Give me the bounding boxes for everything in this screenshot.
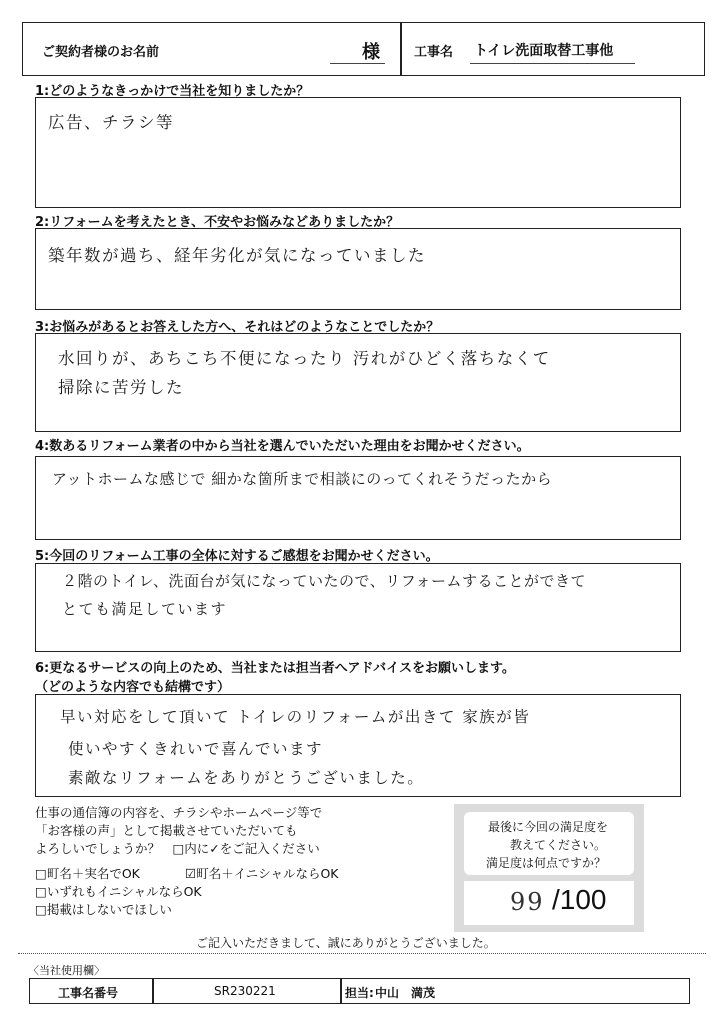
question-6-answer-line-2: 使いやすくきれいで喜んでいます [68, 740, 324, 758]
customer-name-label: ご契約者様のお名前 [42, 45, 160, 60]
question-3-label: 3:お悩みがあるとお答えした方へ、それはどのようなことでしたか？ [35, 320, 440, 335]
checkbox-icon[interactable]: □ [35, 884, 47, 899]
question-2-answer-line-1: 築年数が過ち、経年劣化が気になっていました [48, 246, 426, 265]
question-6-answer-line-1: 早い対応をして頂いて トイレのリフォームが出きて 家族が皆 [60, 708, 531, 726]
satisfaction-max: /100 [552, 884, 607, 915]
consent-option-2[interactable] [185, 864, 339, 882]
staff-label: 担当: [345, 986, 374, 1000]
consent-option-4[interactable] [35, 900, 172, 918]
checked-checkbox-icon[interactable]: ☑ [185, 866, 197, 881]
project-name-label: 工事名 [414, 45, 454, 60]
question-5-label: 5:今回のリフォーム工事の全体に対するご感想をお聞かせください。 [35, 549, 439, 564]
project-number-value: SR230221 [214, 984, 276, 998]
checkbox-icon[interactable]: □ [35, 866, 47, 881]
satisfaction-score: 99 [510, 888, 545, 916]
question-5-answer-line-1: ２階のトイレ、洗面台が気になっていたので、リフォームすることができて [62, 572, 587, 590]
project-name-value: トイレ洗面取替工事他 [474, 43, 614, 59]
checkbox-icon[interactable]: □ [35, 902, 47, 917]
satisfaction-prompt-line-3: 満足度は何点ですか？ [486, 856, 607, 870]
office-table-divider-1 [152, 978, 154, 1004]
office-use-label: 〈当社使用欄〉 [28, 964, 105, 977]
satisfaction-prompt-line-2: 教えてください。 [510, 838, 607, 852]
project-number-label: 工事名番号 [58, 986, 119, 1000]
consent-option-2-label: 町名＋イニシャルならOK [196, 866, 339, 881]
consent-line-1: 仕事の通信簿の内容を、チラシやホームページ等で [35, 805, 323, 820]
separator-line [18, 953, 706, 954]
consent-line-3: よろしいでしょうか？ □内に✓をご記入ください [35, 841, 320, 856]
question-4-label: 4:数あるリフォーム業者の中から当社を選んでいただいた理由をお聞かせください。 [35, 439, 530, 454]
office-table-divider-2 [340, 978, 342, 1004]
consent-option-3[interactable] [35, 882, 202, 900]
consent-option-4-label: 掲載はしないでほしい [46, 902, 172, 917]
question-4-answer-line-1: アットホームな感じで 細かな箇所まで相談にのってくれそうだったから [52, 470, 553, 488]
project-name-underline [470, 63, 635, 64]
question-3-answer-line-2: 掃除に苦労した [58, 378, 184, 397]
header-divider [400, 22, 402, 76]
question-1-answer-line-1: 広告、チラシ等 [48, 113, 174, 132]
question-6-sublabel: （どのような内容でも結構です） [35, 680, 231, 695]
satisfaction-prompt-line-1: 最後に今回の満足度を [488, 820, 609, 834]
consent-option-1-label: 町名＋実名でOK [46, 866, 140, 881]
question-2-label: 2:リフォームを考えたとき、不安やお悩みなどありましたか？ [35, 215, 400, 230]
consent-option-1[interactable] [35, 864, 140, 882]
consent-line-2: 「お客様の声」として掲載させていただいても [35, 823, 298, 838]
consent-option-3-label: いずれもイニシャルならOK [46, 884, 202, 899]
question-3-answer-line-1: 水回りが、あちこち不便になったり 汚れがひどく落ちなくて [58, 349, 551, 368]
question-6-label: 6:更なるサービスの向上のため、当社または担当者へアドバイスをお願いします。 [35, 661, 515, 676]
thanks-message: ご記入いただきまして、誠にありがとうございました。 [196, 936, 496, 950]
question-5-answer-line-2: とても満足しています [62, 600, 228, 618]
staff-name: 中山 満茂 [375, 986, 436, 1000]
question-6-answer-line-3: 素敵なリフォームをありがとうございました。 [68, 769, 425, 787]
honorific-label: 様 [362, 42, 380, 63]
question-2-answer-box [35, 228, 681, 310]
question-1-label: 1:どのようなきっかけで当社を知りましたか？ [35, 84, 310, 99]
satisfaction-score-field[interactable] [464, 881, 634, 925]
